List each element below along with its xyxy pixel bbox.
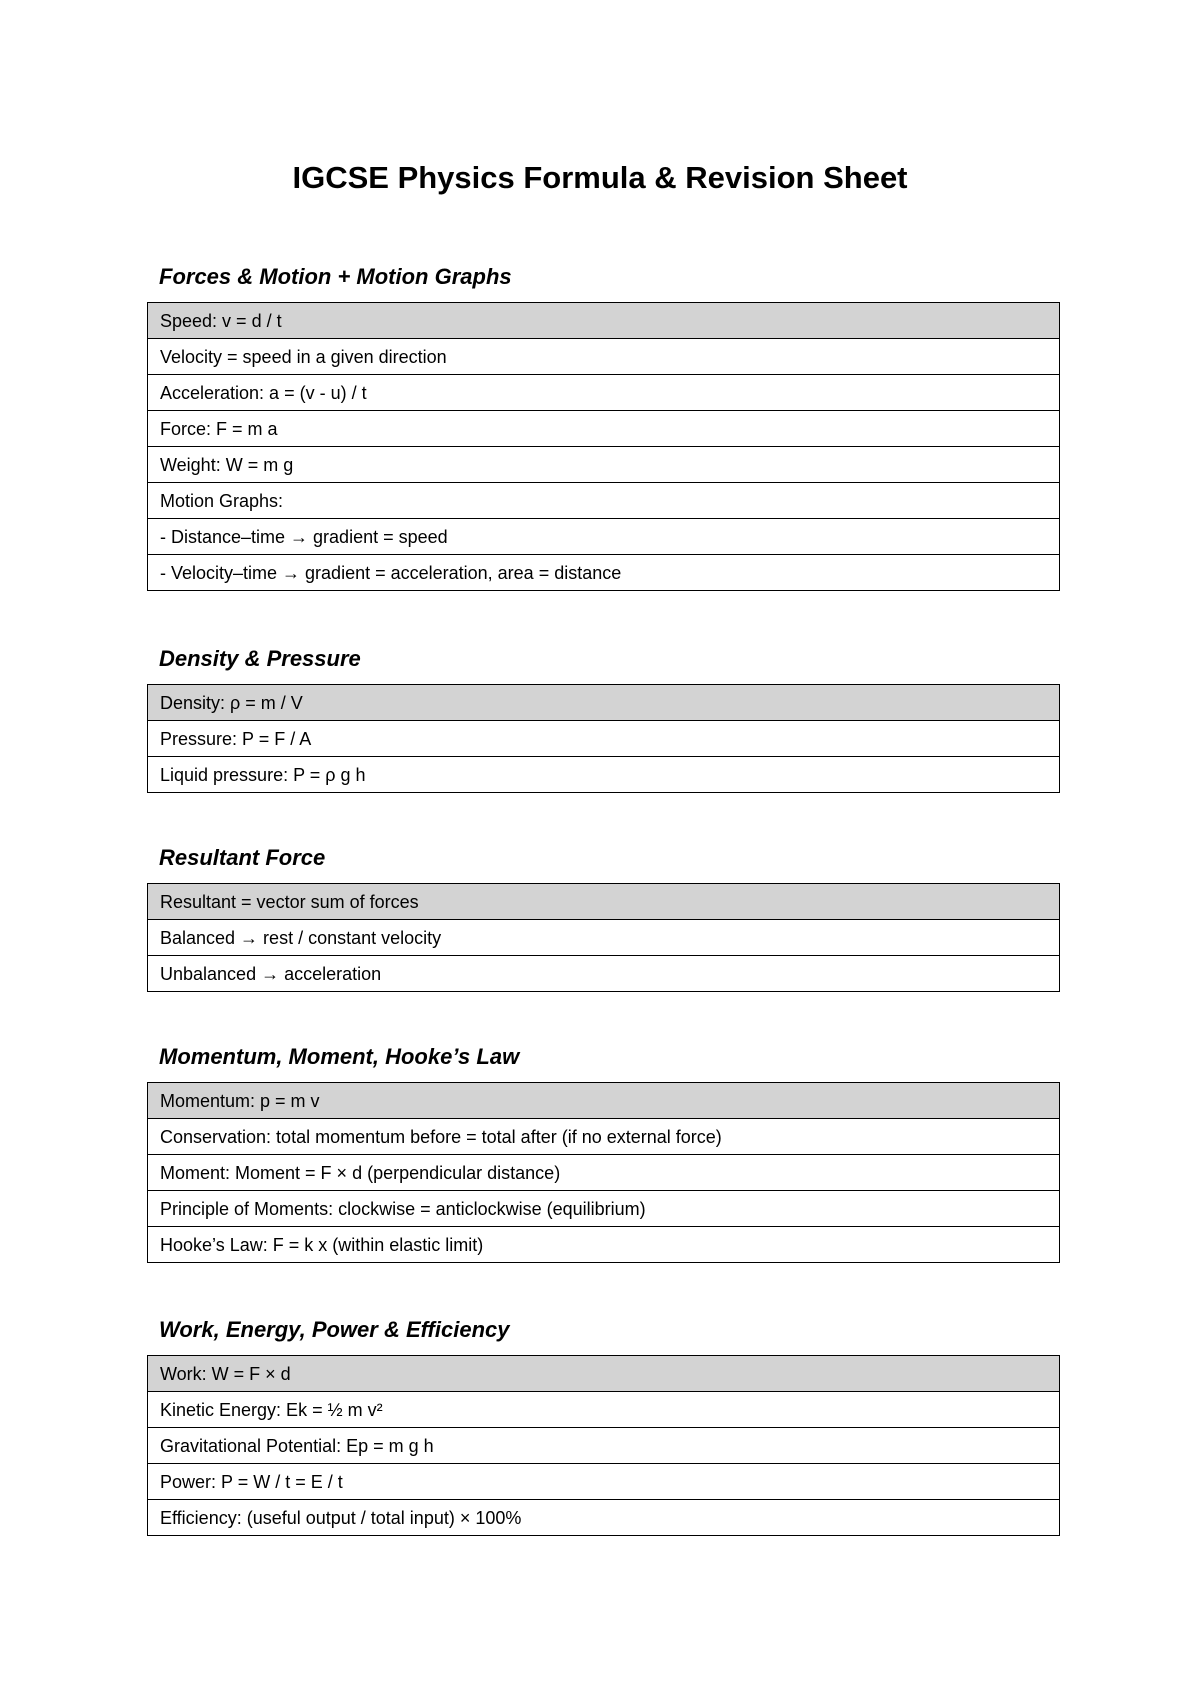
table-row xyxy=(148,519,1060,555)
table-row xyxy=(148,1500,1060,1536)
formula-table xyxy=(147,883,1060,992)
formula-cell: Motion Graphs: xyxy=(148,483,1060,519)
formula-cell: - Velocity–time → gradient = acceleration, area = distance xyxy=(148,555,1060,591)
formula-cell: Efficiency: (useful output / total input) × 100% xyxy=(148,1500,1060,1536)
table-row xyxy=(148,1191,1060,1227)
formula-cell: Kinetic Energy: Ek = ½ m v² xyxy=(148,1392,1060,1428)
table-row xyxy=(148,1356,1060,1392)
formula-table xyxy=(147,1082,1060,1263)
table-row xyxy=(148,1155,1060,1191)
section-heading: Momentum, Moment, Hooke’s Law xyxy=(159,1044,520,1069)
section-forces-motion xyxy=(147,262,1060,591)
formula-cell: Conservation: total momentum before = total after (if no external force) xyxy=(148,1119,1060,1155)
formula-cell: Resultant = vector sum of forces xyxy=(148,884,1060,920)
formula-cell: Acceleration: a = (v - u) / t xyxy=(148,375,1060,411)
table-row xyxy=(148,339,1060,375)
table-row xyxy=(148,956,1060,992)
table-row xyxy=(148,447,1060,483)
formula-table xyxy=(147,1355,1060,1536)
section-momentum-moment-hooke xyxy=(147,1042,1060,1263)
table-row xyxy=(148,1464,1060,1500)
section-heading: Density & Pressure xyxy=(159,646,361,671)
table-row xyxy=(148,884,1060,920)
formula-cell: Work: W = F × d xyxy=(148,1356,1060,1392)
table-row xyxy=(148,1392,1060,1428)
page-title: IGCSE Physics Formula & Revision Sheet xyxy=(292,160,908,195)
section-heading: Forces & Motion + Motion Graphs xyxy=(159,264,512,289)
table-row xyxy=(148,555,1060,591)
table-row xyxy=(148,1227,1060,1263)
formula-cell: Weight: W = m g xyxy=(148,447,1060,483)
formula-cell: Balanced → rest / constant velocity xyxy=(148,920,1060,956)
section-heading: Resultant Force xyxy=(159,845,326,870)
formula-cell: Momentum: p = m v xyxy=(148,1083,1060,1119)
table-row xyxy=(148,721,1060,757)
table-row xyxy=(148,1428,1060,1464)
section-heading: Work, Energy, Power & Efficiency xyxy=(159,1317,510,1342)
table-row xyxy=(148,303,1060,339)
formula-cell: Pressure: P = F / A xyxy=(148,721,1060,757)
formula-cell: Gravitational Potential: Ep = m g h xyxy=(148,1428,1060,1464)
formula-table xyxy=(147,684,1060,793)
table-row xyxy=(148,375,1060,411)
table-row xyxy=(148,1083,1060,1119)
section-work-energy-power xyxy=(147,1315,1060,1536)
table-row xyxy=(148,920,1060,956)
table-row xyxy=(148,757,1060,793)
formula-cell: Force: F = m a xyxy=(148,411,1060,447)
formula-cell: Hooke’s Law: F = k x (within elastic limit) xyxy=(148,1227,1060,1263)
table-row xyxy=(148,1119,1060,1155)
formula-cell: Principle of Moments: clockwise = anticlockwise (equilibrium) xyxy=(148,1191,1060,1227)
formula-cell: Speed: v = d / t xyxy=(148,303,1060,339)
formula-cell: Velocity = speed in a given direction xyxy=(148,339,1060,375)
formula-cell: Density: ρ = m / V xyxy=(148,685,1060,721)
section-density-pressure xyxy=(147,644,1060,793)
formula-cell: Moment: Moment = F × d (perpendicular distance) xyxy=(148,1155,1060,1191)
formula-cell: Power: P = W / t = E / t xyxy=(148,1464,1060,1500)
table-row xyxy=(148,411,1060,447)
section-resultant-force xyxy=(147,843,1060,992)
formula-table xyxy=(147,302,1060,591)
formula-cell: - Distance–time → gradient = speed xyxy=(148,519,1060,555)
formula-cell: Unbalanced → acceleration xyxy=(148,956,1060,992)
table-row xyxy=(148,685,1060,721)
formula-cell: Liquid pressure: P = ρ g h xyxy=(148,757,1060,793)
table-row xyxy=(148,483,1060,519)
